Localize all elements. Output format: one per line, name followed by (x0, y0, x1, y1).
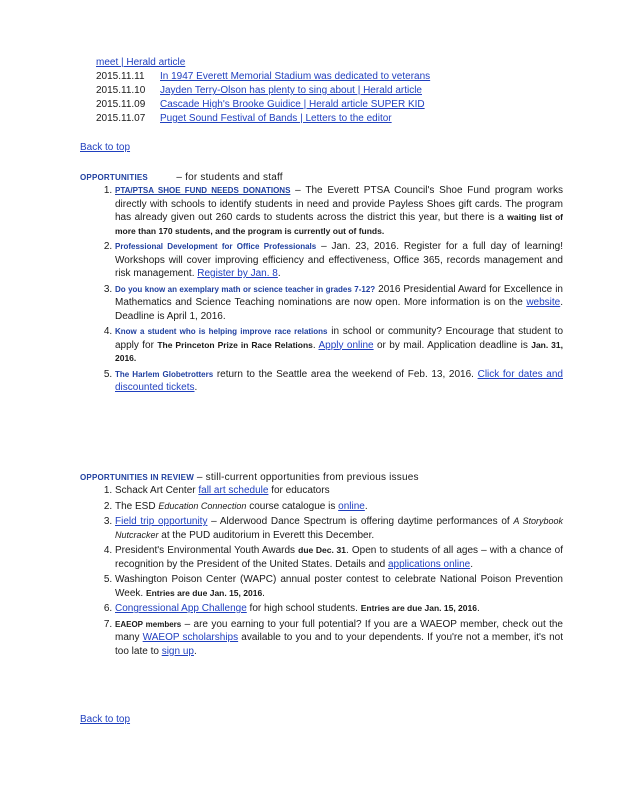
sign-up-link[interactable]: sign up (161, 645, 194, 657)
item-text: 2016 Presidential Award for Excellence in Mathematics and Science Teaching nominations are now open. More information is on the (115, 283, 563, 308)
item-end: . (277, 268, 281, 279)
list-item (115, 240, 563, 281)
item-end: . (470, 558, 474, 570)
news-item (96, 84, 536, 98)
opportunities-heading (80, 172, 283, 183)
list-item (115, 618, 563, 659)
item-text: . Open to students of all ages – with a chance of recognition by the President of the United States. Details and (115, 545, 564, 570)
tickets-link[interactable]: Click for dates and discounted tickets (115, 368, 563, 393)
art-schedule-link[interactable]: fall art schedule (198, 485, 269, 496)
review-list (80, 484, 563, 660)
item-text: for high school students. (246, 603, 361, 614)
news-date: 2015.11.07 (96, 113, 146, 124)
opportunities-title: OPPORTUNITIES (80, 173, 148, 182)
online-link[interactable]: online (338, 500, 365, 512)
list-item (115, 484, 563, 498)
item-bold-text: The Princeton Prize in Race Relations (157, 339, 313, 350)
item-end: . (476, 603, 480, 614)
apply-online-link[interactable]: Apply online (318, 339, 374, 351)
item-text: The ESD (115, 500, 159, 512)
item-text: or by mail. Application deadline is (373, 339, 532, 351)
list-item (115, 544, 563, 571)
news-link[interactable]: Puget Sound Festival of Bands | Letters to the editor (160, 113, 392, 124)
field-trip-link[interactable]: Field trip opportunity (115, 516, 208, 527)
scholarships-link[interactable]: WAEOP scholarships (142, 632, 239, 643)
item-bold-text: Entries are due Jan. 15, 2016 (360, 603, 477, 613)
item-end: . (364, 500, 368, 512)
news-date: 2015.11.11 (96, 71, 145, 82)
item-text: President's Environmental Youth Awards (115, 545, 299, 556)
item-lead: Do you know an exemplary math or science teacher in grades 7-12? (115, 284, 376, 294)
back-to-top-link[interactable]: Back to top (80, 142, 131, 153)
list-item (115, 368, 563, 395)
item-text: . (312, 339, 319, 351)
item-end: . Deadline is April 1, 2016. (115, 297, 563, 322)
applications-link[interactable]: applications online (387, 558, 471, 570)
item-text: Schack Art Center (115, 485, 199, 496)
list-item (115, 184, 563, 238)
item-end: . (194, 382, 198, 393)
news-item (96, 112, 536, 126)
item-text: – Jan. 23, 2016. Register for a full day of learning! Workshops will cover improving efficiency and effectiveness, Office 365, records management and risk management. (115, 241, 563, 279)
item-end: at the PUD auditorium in Everett this December. (158, 529, 375, 541)
item-lead: Know a student who is helping improve race relations (115, 327, 328, 336)
news-item (96, 70, 536, 84)
list-item (115, 283, 563, 324)
opportunities-subtitle: – for students and staff (176, 172, 283, 183)
shoe-fund-link[interactable]: PTA/PTSA SHOE FUND NEEDS DONATIONS (115, 186, 291, 195)
review-subtitle: – still-current opportunities from previous issues (193, 472, 419, 483)
item-italic: A Storybook Nutcracker (115, 516, 563, 540)
list-item (115, 325, 563, 366)
item-text: – The Everett PTSA Council's Shoe Fund program works directly with schools to identify students in need and provide Payless Shoes gift cards. The program has already given out 260 cards to students across the district this year, but there is a (115, 185, 563, 223)
list-item (115, 602, 563, 616)
item-end: for educators (268, 485, 330, 496)
news-item (96, 98, 536, 112)
news-list (96, 56, 536, 126)
review-title: OPPORTUNITIES IN REVIEW (80, 473, 194, 482)
item-bold-text: Entries are due Jan. 15, 2016 (145, 587, 263, 598)
website-link[interactable]: website (526, 297, 561, 308)
item-text: – are you earning to your full potential? If you are a WAEOP member, check out the many (115, 618, 563, 643)
news-date: 2015.11.10 (96, 85, 146, 96)
item-text: return to the Seattle area the weekend of Feb. 13, 2016. (213, 368, 478, 380)
item-end: . (262, 587, 265, 599)
item-lead: The Harlem Globetrotters (115, 369, 214, 379)
register-link[interactable]: Register by Jan. 8 (197, 268, 278, 279)
list-item (115, 573, 563, 600)
news-link[interactable]: In 1947 Everett Memorial Stadium was dedicated to veterans (160, 71, 431, 82)
news-link[interactable]: Cascade High's Brooke Guidice | Herald article SUPER KID (160, 99, 425, 110)
back-to-top-link[interactable]: Back to top (80, 714, 131, 725)
item-text: course catalogue is (246, 500, 339, 512)
review-heading (80, 472, 419, 483)
news-item (96, 56, 536, 70)
list-item (115, 500, 563, 514)
item-text: available to you and to your dependents. If you're not a member, it's not too late to (115, 632, 563, 657)
item-text: Washington Poison Center (WAPC) annual poster contest to celebrate National Poison Prevention Week. (115, 574, 563, 599)
item-bold-text: waiting list of more than 170 students, and the program is currently out of funds. (115, 212, 563, 236)
news-link[interactable]: Jayden Terry-Olson has plenty to sing about | Herald article (160, 85, 422, 96)
app-challenge-link[interactable]: Congressional App Challenge (115, 603, 247, 614)
item-lead: EAEOP members (115, 619, 182, 629)
news-date: 2015.11.09 (96, 99, 146, 110)
item-bold-text: due Dec. 31 (298, 545, 347, 555)
item-text: in school or community? Encourage that student to apply for (115, 326, 563, 351)
item-lead: Professional Development for Office Professionals (115, 242, 317, 251)
item-text: – Alderwood Dance Spectrum is offering daytime performances of (207, 516, 514, 527)
opportunities-list (80, 184, 563, 397)
item-bold-text: Jan. 31, 2016. (115, 339, 564, 363)
item-italic: Education Connection (158, 500, 247, 511)
news-link[interactable]: meet | Herald article (96, 57, 186, 68)
list-item (115, 515, 563, 542)
item-end: . (193, 645, 197, 657)
